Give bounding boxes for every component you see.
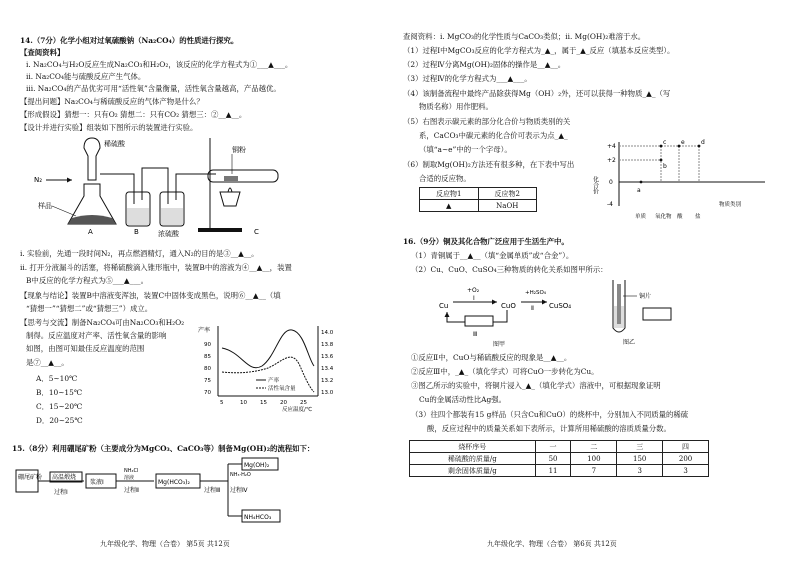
step-ii-1: ii. 打开分液漏斗的活塞，将稀硫酸滴入锥形瓶中，装置B中的溶液为④__▲__，装置 (20, 263, 292, 272)
svg-text:c: c (663, 139, 667, 146)
svg-text:溶液: 溶液 (124, 475, 135, 481)
svg-text:Mg(OH)₂: Mg(OH)₂ (244, 462, 270, 469)
q16-2b: ②反应Ⅲ中，_▲_（填化学式）可将CuO一步转化为Cu。 (411, 367, 599, 376)
table-cell: 3 (663, 465, 709, 477)
r-q2: （2）过程Ⅳ分离Mg(OH)₂固体的操作是__▲__。 (403, 60, 566, 69)
svg-text:b: b (663, 163, 667, 170)
r-q5: （5）右图表示碳元素的部分化合价与物质类别的关 (403, 117, 571, 126)
table-cell: 150 (617, 453, 663, 465)
svg-text:Mg(HCO₃)₂: Mg(HCO₃)₂ (158, 479, 190, 486)
svg-text:单质: 单质 (635, 214, 647, 220)
right-footer: 九年级化学、物理（合卷） 第6页 共12页 (487, 540, 617, 548)
table-cell: 200 (663, 453, 709, 465)
table-header: 四 (663, 441, 709, 453)
flow-chart (14, 458, 314, 530)
svg-text:A: A (88, 228, 93, 236)
svg-text:-4: -4 (607, 201, 613, 208)
svg-text:+2: +2 (607, 157, 616, 164)
svg-text:C: C (254, 228, 259, 236)
svg-text:过程Ⅰ: 过程Ⅰ (54, 489, 68, 496)
table-row (410, 441, 709, 453)
observation-1: 【现象与结论】装置B中溶液变浑浊，装置C中固体变成黑色，说明⑥__▲__（填 (20, 291, 281, 300)
svg-text:过程Ⅱ: 过程Ⅱ (124, 487, 139, 494)
q14-title: 14.（7分）化学小组对过氧硫酸钠（Na₂CO₄）的性质进行探究。 (20, 36, 239, 45)
svg-text:化合价: 化合价 (591, 176, 599, 194)
reactant-h2: 反应物2 (478, 188, 537, 200)
svg-text:B: B (134, 228, 139, 236)
svg-text:Ⅰ: Ⅰ (473, 295, 475, 302)
svg-text:反应温度/℃: 反应温度/℃ (282, 407, 313, 413)
svg-text:Ⅱ: Ⅱ (531, 305, 534, 312)
r-q4-2: 物质名称）用作肥料。 (419, 102, 493, 111)
table-cell: 3 (617, 465, 663, 477)
observation-2: “猜想一”“猜想二”或“猜想三”）成立。 (26, 304, 153, 313)
step-ii-2: B中反应的化学方程式为⑤___▲___。 (26, 276, 148, 285)
table-cell: 稀硫酸的质量/g (410, 453, 536, 465)
svg-text:硼尾矿粉: 硼尾矿粉 (18, 474, 43, 481)
reactant-h1: 反应物1 (420, 188, 479, 200)
table-row (410, 465, 709, 477)
option-d: D．20~25℃ (36, 416, 83, 425)
r-q6: （6）制取Mg(OH)₂方法还有很多种，在下表中写出 (403, 160, 575, 169)
svg-text:90: 90 (204, 342, 211, 348)
mass-table (409, 440, 709, 477)
info-i: i. Na₂CO₄与H₂O反应生成Na₂CO₃和H₂O₂，该反应的化学方程式为①___▲___。 (26, 60, 293, 69)
svg-text:产率: 产率 (268, 378, 280, 384)
svg-text:+4: +4 (607, 143, 616, 150)
svg-text:20: 20 (280, 400, 287, 406)
svg-text:80: 80 (204, 366, 211, 372)
q16-2: （2）Cu、CuO、CuSO₄三种物质的转化关系如图甲所示： (411, 265, 608, 274)
apparatus-diagram (28, 134, 288, 238)
svg-text:氧化物: 氧化物 (655, 214, 672, 220)
svg-text:样品: 样品 (38, 202, 52, 210)
reflection-3: 如图，由图可知最佳反应温度的范围 (26, 344, 145, 353)
temperature-graph (196, 322, 346, 412)
reactant-table (419, 187, 537, 212)
right-page (397, 0, 794, 561)
table-cell: 100 (571, 453, 617, 465)
r-q4: （4）该制备流程中最终产品除获得Mg（OH）₂外，还可以获得一种物质_▲_（写 (403, 89, 671, 98)
svg-text:过程Ⅲ: 过程Ⅲ (204, 487, 221, 494)
svg-text:CuO: CuO (501, 302, 516, 310)
hypothesis: 【形成假设】猜想一：只有O₂ 猜想二：只有CO₂ 猜想三：②__▲__。 (20, 110, 247, 119)
table-row (410, 453, 709, 465)
svg-text:13.4: 13.4 (321, 366, 334, 372)
svg-text:盐: 盐 (695, 214, 701, 220)
valence-chart (591, 136, 775, 232)
svg-text:铜粉: 铜粉 (232, 146, 246, 154)
r-q5-3: （填“a~e”中的一个字母）。 (419, 145, 512, 154)
q15-title: 15.（8分）利用硼尾矿粉（主要成分为MgCO₃、CaCO₃等）制备Mg(OH)₂的流程如下： (12, 444, 315, 453)
reflection-1: 【思考与交流】制备Na₂CO₄可由Na₂CO₃和H₂O₂ (20, 318, 185, 327)
reactant-v2: NaOH (478, 200, 537, 212)
svg-text:+O₂: +O₂ (467, 287, 480, 294)
svg-text:图甲: 图甲 (493, 341, 506, 348)
svg-text:物质类别: 物质类别 (719, 202, 742, 208)
info-heading: 【查阅资料】 (20, 48, 65, 57)
step-i: i. 实验前，先通一段时间N₂，再点燃酒精灯，通入N₂的目的是③__▲__。 (20, 249, 259, 258)
info-iii: iii. Na₂CO₄的产品优劣可用“活性氧”含量衡量，活性氧含量越高，产品越优。 (26, 84, 281, 93)
svg-text:高温煅烧: 高温煅烧 (52, 474, 77, 481)
svg-text:NH₄Cl: NH₄Cl (124, 468, 139, 474)
table-cell: 50 (535, 453, 571, 465)
q16-1: （1）青铜属于__▲__（填“金属单质”或“合金”）。 (411, 251, 574, 260)
q16-2a: ①反应Ⅱ中，CuO与稀硫酸反应的现象是__▲__。 (411, 353, 572, 362)
svg-text:5: 5 (220, 400, 224, 406)
r-info: 查阅资料：i. MgCO₃的化学性质与CaCO₃类似；ii. Mg(OH)₂难溶于水。 (403, 32, 646, 41)
table-cell: 11 (535, 465, 571, 477)
svg-text:15: 15 (260, 400, 267, 406)
svg-text:NH₄HCO₃: NH₄HCO₃ (244, 514, 272, 521)
svg-text:13.6: 13.6 (321, 354, 334, 360)
svg-text:浓硫酸: 浓硫酸 (158, 230, 179, 238)
svg-text:e: e (681, 139, 685, 146)
q16-2c-2: Cu的金属活动性比Ag强。 (419, 395, 506, 404)
cycle-diagram (437, 278, 577, 348)
svg-text:13.8: 13.8 (321, 342, 334, 348)
svg-text:25: 25 (300, 400, 307, 406)
svg-text:d: d (701, 139, 705, 146)
option-c: C．15~20℃ (36, 402, 83, 411)
svg-text:85: 85 (204, 354, 211, 360)
reactant-blank: ▲ (420, 200, 479, 212)
svg-text:14.0: 14.0 (321, 330, 334, 336)
option-b: B．10~15℃ (36, 388, 83, 397)
svg-text:过程Ⅳ: 过程Ⅳ (230, 487, 248, 494)
svg-text:10: 10 (240, 400, 247, 406)
table-cell: 7 (571, 465, 617, 477)
q16-title: 16.（9分）铜及其化合物广泛应用于生活生产中。 (403, 237, 569, 246)
svg-text:Ⅲ: Ⅲ (473, 331, 478, 338)
svg-text:产率: 产率 (198, 327, 211, 334)
q16-3b: 酸，反应过程中的质量关系如下表所示，计算所用稀硫酸的溶质质量分数。 (427, 424, 671, 433)
svg-text:活性氧含量: 活性氧含量 (268, 386, 296, 392)
svg-text:a: a (637, 187, 641, 194)
question-heading: 【提出问题】Na₂CO₄与稀硫酸反应的气体产物是什么？ (20, 97, 204, 106)
svg-text:NH₃·H₂O: NH₃·H₂O (230, 472, 251, 478)
svg-text:Cu: Cu (439, 302, 449, 310)
svg-text:70: 70 (204, 390, 211, 396)
left-footer: 九年级化学、物理（合卷） 第5页 共12页 (100, 540, 230, 548)
r-q5-2: 系，CaCO₃中碳元素的化合价可表示为点_▲_ (419, 131, 568, 140)
r-q3: （3）过程Ⅳ的化学方程式为___▲___。 (403, 74, 532, 83)
info-ii: ii. Na₂CO₄能与硫酸反应产生气体。 (26, 72, 146, 81)
svg-text:13.0: 13.0 (321, 390, 334, 396)
svg-text:0: 0 (609, 179, 613, 186)
q16-3: （3）往四个都装有15 g样品（只含Cu和CuO）的烧杯中，分别加入不同质量的稀硫 (411, 410, 689, 419)
svg-text:浆液Ⅰ: 浆液Ⅰ (90, 479, 104, 486)
design-text: 【设计并进行实验】组装如下图所示的装置进行实验。 (20, 123, 198, 132)
table-header: 二 (571, 441, 617, 453)
table-cell: 剩余固体质量/g (410, 465, 536, 477)
svg-text:CuSO₄: CuSO₄ (549, 302, 572, 310)
option-a: A．5~10℃ (36, 374, 78, 383)
table-header: 一 (535, 441, 571, 453)
svg-text:图乙: 图乙 (623, 339, 636, 346)
table-header: 三 (617, 441, 663, 453)
reflection-4: 是⑦__▲__。 (26, 358, 69, 367)
svg-text:+H₂SO₄: +H₂SO₄ (525, 290, 546, 296)
r-q1: （1）过程Ⅰ中MgCO₃反应的化学方程式为_▲_，属于_▲_反应（填基本反应类型）。 (403, 46, 675, 55)
svg-text:75: 75 (204, 378, 211, 384)
table-header: 烧杯序号 (410, 441, 536, 453)
r-q6-2: 合适的反应物。 (419, 174, 471, 183)
svg-text:N₂: N₂ (34, 176, 43, 184)
svg-text:13.2: 13.2 (321, 378, 334, 384)
svg-text:稀硫酸: 稀硫酸 (104, 140, 125, 148)
svg-text:酸: 酸 (677, 214, 683, 220)
q16-2c: ③图乙所示的实验中，将铜片浸入_▲_（填化学式）溶液中，可根据现象证明 (411, 381, 661, 390)
reflection-2: 制得。反应温度对产率、活性氧含量的影响 (26, 331, 167, 340)
test-tube-diagram (603, 276, 703, 348)
svg-text:铜片: 铜片 (639, 293, 652, 300)
